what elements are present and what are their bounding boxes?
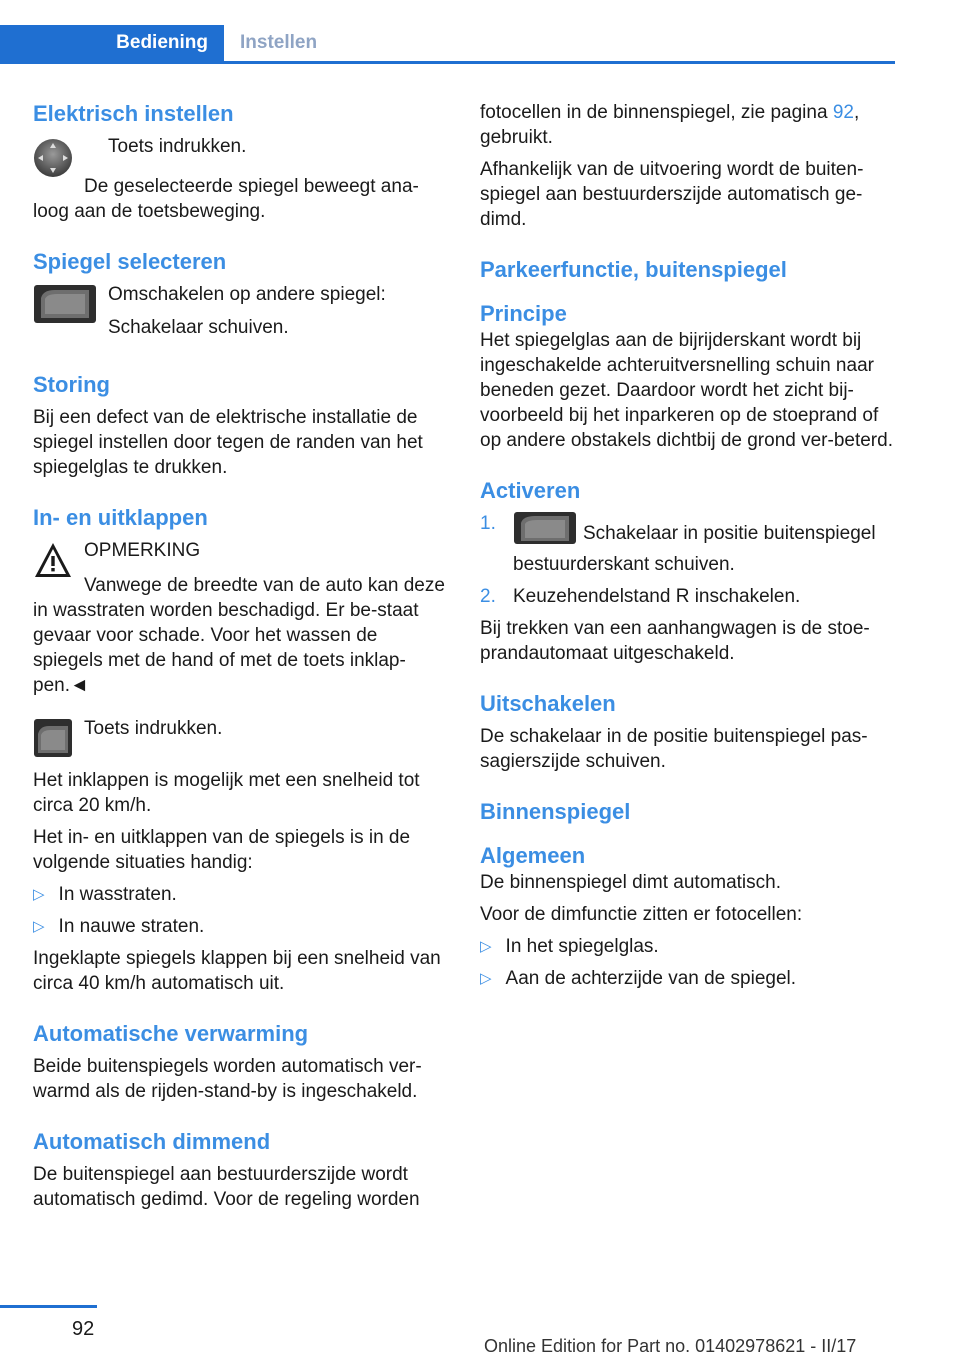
bullet-triangle-icon: ▷ [33,886,45,903]
bullet-triangle-icon: ▷ [480,938,492,955]
paragraph: Voor de dimfunctie zitten er fotocellen: [480,904,803,925]
right-column [480,100,895,998]
tab-bediening[interactable]: Bediening [0,25,224,61]
heading-automatische-verwarming: Automatische verwarming [33,1021,309,1046]
fold-mirror-button-icon [33,718,73,762]
heading-in-uitklappen: In- en uitklappen [33,505,208,530]
heading-algemeen: Algemeen [480,843,586,868]
mirror-adjust-text [108,134,445,166]
page-number: 92 [72,1318,95,1340]
heading-principe: Principe [480,301,567,326]
fold-button-row [33,716,445,762]
heading-elektrisch-instellen: Elektrisch instellen [33,101,234,126]
paragraph: Bij trekken van een aanhangwagen is de stoe-prandautomaat uitgeschakeld. [480,618,870,664]
heading-activeren: Activeren [480,478,581,503]
paragraph: Het in- en uitklappen van de spiegels is in de volgende situaties handig: [33,827,411,873]
heading-binnenspiegel: Binnenspiegel [480,799,631,824]
heading-uitschakelen: Uitschakelen [480,691,616,716]
paragraph: De binnenspiegel dimt automatisch. [480,872,782,893]
left-column [33,100,445,1219]
list-item: ▷ Aan de achterzijde van de spiegel. [480,968,797,989]
heading-parkeerfunctie: Parkeerfunctie, buitenspiegel [480,257,787,282]
paragraph: De geselecteerde spiegel beweegt ana-loog aan de toetsbeweging. [33,176,419,222]
list-item: 1. Schakelaar in positie buitenspiegel bestuurderskant schuiven. [480,513,876,575]
heading-storing: Storing [33,372,110,397]
paragraph: Toets indrukken. [84,718,223,739]
paragraph: Omschakelen op andere spiegel: [108,284,386,305]
list-item: ▷ In het spiegelglas. [480,936,659,957]
paragraph: Ingeklapte spiegels klappen bij een snelheid van circa 40 km/h automatisch uit. [33,948,441,994]
paragraph: Het inklappen is mogelijk met een snelheid tot circa 20 km/h. [33,770,420,816]
paragraph: Beide buitenspiegels worden automatisch ver-warmd als de rijden-stand-by is ingeschakeld. [33,1056,422,1102]
warning-triangle-icon [33,540,73,584]
tab-instellen[interactable]: Instellen [240,32,318,53]
paragraph: Toets indrukken. [108,136,247,157]
switch-icon [513,511,577,552]
bullet-triangle-icon: ▷ [480,970,492,987]
warning-text: Vanwege de breedte van de auto kan deze in wasstraten worden beschadigd. Er be-staat gevaar voor schade. Voor het wassen de spiegels met de hand of met de toets inklap-pen.◄ [33,575,445,696]
paragraph: Schakelaar schuiven. [108,317,289,338]
paragraph: De buitenspiegel aan bestuurderszijde wordt automatisch gedimd. Voor de regeling worden [33,1164,420,1210]
edition-note: Online Edition for Part no. 01402978621 - II/17 [484,1336,857,1356]
heading-automatisch-dimmend: Automatisch dimmend [33,1129,271,1154]
mirror-select-row [33,282,445,347]
paragraph: Bij een defect van de elektrische installatie de spiegel instellen door tegen de randen van het spiegelglas te drukken. [33,407,423,478]
paragraph: Het spiegelglas aan de bijrijderskant wordt bij ingeschakelde achteruitversnelling schuin naar beneden gezet. Daardoor wordt het zicht bij-voorbeeld bij het inparkeren op de stoeprand of op andere obstakels dichtbij de grond ver-beterd. [480,330,893,451]
bullet-triangle-icon: ▷ [33,918,45,935]
list-item: ▷ In nauwe straten. [33,916,205,937]
paragraph: fotocellen in de binnenspiegel, zie pagina 92, gebruikt. [480,102,860,148]
paragraph: De schakelaar in de positie buitenspiegel pas-sagierszijde schuiven. [480,726,868,772]
switch-icon [33,284,97,328]
paragraph: Afhankelijk van de uitvoering wordt de buiten-spiegel aan bestuurderszijde automatisch ge-dimd. [480,159,864,230]
warning-title: OPMERKING [84,540,201,561]
header-tabs [0,25,895,64]
list-item: 2. Keuzehendelstand R inschakelen. [480,586,801,607]
page-link[interactable]: 92 [832,102,854,123]
footer-divider [0,1305,97,1308]
list-item: ▷ In wasstraten. [33,884,177,905]
heading-spiegel-selecteren: Spiegel selecteren [33,249,227,274]
